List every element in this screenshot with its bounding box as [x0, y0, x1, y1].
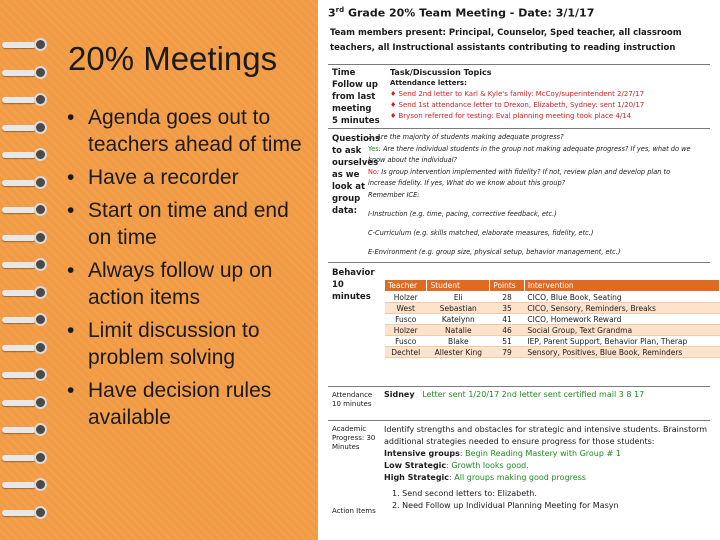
table-cell: Katelynn	[427, 314, 490, 325]
binding-ring	[2, 148, 50, 162]
attendance-letters-heading: Attendance letters:	[390, 79, 467, 87]
bullet-text: Limit discussion to problem solving	[88, 319, 260, 369]
topics-heading: Task/Discussion Topics	[390, 68, 492, 77]
bullet-dot-icon: •	[67, 379, 75, 402]
table-cell: Blake	[427, 336, 490, 347]
followup-items	[390, 89, 702, 122]
question-line: No: Is group intervention implemented with fidelity? If not, review plan and develop plan to increase fidelity. If yes, What do we know about this group?	[368, 168, 671, 187]
action-items-label: Action Items	[332, 507, 376, 515]
table-cell: Holzer	[385, 325, 427, 336]
binding-ring	[2, 231, 50, 245]
table-cell: Eli	[427, 292, 490, 303]
table-cell: Holzer	[385, 292, 427, 303]
binding-ring	[2, 423, 50, 437]
document-title: 3rd Grade 20% Team Meeting - Date: 3/1/17	[328, 6, 595, 20]
binding-ring	[2, 506, 50, 520]
table-cell: 79	[490, 347, 525, 358]
action-items	[384, 488, 714, 512]
followup-item: ♦ Send 2nd letter to Karl & Kyle's family: McCoy/superintendent 2/27/17	[390, 90, 645, 98]
question-line: Remember ICE:	[368, 191, 420, 199]
binding-ring	[2, 176, 50, 190]
bullet-item	[62, 197, 310, 251]
binding-ring	[2, 313, 50, 327]
table-cell: Fusco	[385, 336, 427, 347]
binding-ring	[2, 341, 50, 355]
table-cell: CICO, Blue Book, Seating	[524, 292, 719, 303]
question-line: 1. Are the majority of students making adequate progress?	[368, 133, 564, 141]
binding-ring	[2, 451, 50, 465]
table-cell: 51	[490, 336, 525, 347]
behavior-label: Behavior 10 minutes	[332, 268, 375, 302]
table-cell: Sebastian	[427, 303, 490, 314]
academic-group-line: Low Strategic: Growth looks good.	[384, 461, 529, 470]
meeting-notes-document	[318, 0, 720, 540]
spiral-binding	[0, 0, 52, 540]
bullet-text: Have a recorder	[88, 166, 239, 189]
table-cell: West	[385, 303, 427, 314]
table-row	[385, 292, 720, 303]
bullet-item	[62, 164, 310, 191]
bullet-item	[62, 104, 310, 158]
academic-intro: Identify strengths and obstacles for strategic and intensive students. Brainstorm additional strategies needed to ensure progress for those students:	[384, 425, 708, 446]
question-line: Yes: Are there individual students in the group not making adequate progress? If yes, what do we know about the individual?	[368, 145, 691, 164]
questions-label: Questions to ask ourselves as we look at group data:	[332, 134, 381, 216]
table-row	[385, 314, 720, 325]
question-line: C-Curriculum (e.g. skills matched, elaborate measures, fidelity, etc.)	[368, 229, 594, 237]
action-item: 1. Send second letters to: Elizabeth.	[392, 489, 537, 498]
bullet-dot-icon: •	[67, 106, 75, 129]
bullet-item	[62, 377, 310, 431]
bullet-text: Agenda goes out to teachers ahead of time	[88, 106, 302, 156]
table-cell: Dechtel	[385, 347, 427, 358]
attendance-student: Sidney	[384, 390, 415, 399]
table-row	[385, 325, 720, 336]
binding-ring	[2, 121, 50, 135]
binding-ring	[2, 368, 50, 382]
followup-item: ♦ Send 1st attendance letter to Drexon, Elizabeth, Sydney: sent 1/20/17	[390, 101, 645, 109]
bullet-text: Start on time and end on time	[88, 199, 289, 249]
attendance-entry	[384, 390, 644, 399]
bullet-dot-icon: •	[67, 319, 75, 342]
binding-ring	[2, 38, 50, 52]
followup-topics	[390, 67, 702, 122]
attendance-label: Attendance 10 minutes	[332, 391, 373, 408]
team-members: Team members present: Principal, Counselor, Sped teacher, all classroom teachers, all Instructional assistants contributing to reading instruction	[330, 28, 682, 53]
table-cell: Allester King	[427, 347, 490, 358]
academic-content	[384, 424, 714, 512]
binding-ring	[2, 66, 50, 80]
academic-group-line: Intensive groups: Begin Reading Mastery with Group # 1	[384, 449, 621, 458]
action-item: 2. Need Follow up Individual Planning Meeting for Masyn	[392, 501, 619, 510]
binding-ring	[2, 93, 50, 107]
behavior-column-header: Intervention	[524, 280, 719, 292]
table-cell: Fusco	[385, 314, 427, 325]
bullet-item	[62, 317, 310, 371]
followup-item: ♦ Bryson referred for testing: Eval planning meeting took place 4/14	[390, 112, 632, 120]
questions-list	[368, 132, 698, 259]
table-cell: Sensory, Positives, Blue Book, Reminders	[524, 347, 719, 358]
binding-ring	[2, 203, 50, 217]
bullet-dot-icon: •	[67, 259, 75, 282]
behavior-column-header: Teacher	[385, 280, 427, 292]
attendance-note: Letter sent 1/20/17 2nd letter sent certified mail 3 8 17	[422, 390, 645, 399]
table-cell: Social Group, Text Grandma	[524, 325, 719, 336]
behavior-table	[384, 279, 720, 358]
behavior-column-header: Points	[490, 280, 525, 292]
bullet-item	[62, 257, 310, 311]
academic-group-line: High Strategic: All groups making good progress	[384, 473, 586, 482]
academic-label: Academic Progress: 30 Minutes	[332, 425, 376, 451]
question-line: E-Environment (e.g. group size, physical setup, behavior management, etc.)	[368, 248, 621, 256]
binding-ring	[2, 258, 50, 272]
table-row	[385, 336, 720, 347]
table-cell: 46	[490, 325, 525, 336]
binding-ring	[2, 286, 50, 300]
bullet-dot-icon: •	[67, 199, 75, 222]
bullet-text: Always follow up on action items	[88, 259, 273, 309]
table-cell: 35	[490, 303, 525, 314]
table-cell: IEP, Parent Support, Behavior Plan, Therap	[524, 336, 719, 347]
followup-label: Time Follow up from last meeting 5 minutes	[332, 68, 380, 126]
slide-title: 20% Meetings	[68, 40, 278, 77]
table-cell: CICO, Sensory, Reminders, Breaks	[524, 303, 719, 314]
table-row	[385, 347, 720, 358]
table-cell: CICO, Homework Reward	[524, 314, 719, 325]
table-cell: 28	[490, 292, 525, 303]
bullet-list	[62, 104, 310, 437]
academic-lines	[384, 448, 714, 484]
table-row	[385, 303, 720, 314]
binding-ring	[2, 396, 50, 410]
bullet-text: Have decision rules available	[88, 379, 272, 429]
table-cell: 41	[490, 314, 525, 325]
behavior-column-header: Student	[427, 280, 490, 292]
bullet-dot-icon: •	[67, 166, 75, 189]
followup-section	[328, 64, 710, 127]
question-line: I-Instruction (e.g. time, pacing, corrective feedback, etc.)	[368, 210, 557, 218]
binding-ring	[2, 478, 50, 492]
table-cell: Natalie	[427, 325, 490, 336]
